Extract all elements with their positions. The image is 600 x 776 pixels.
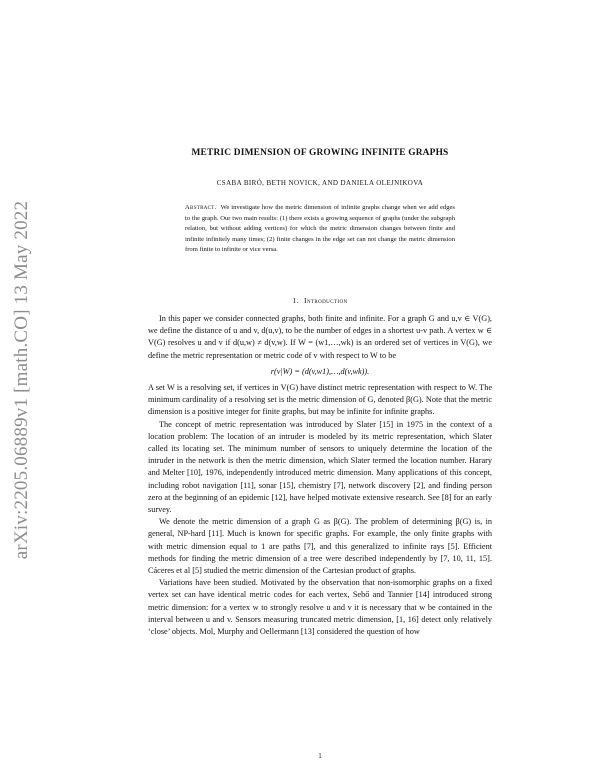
display-equation: r(v|W) = (d(v,w1),…,d(v,wk)).: [270, 366, 370, 376]
paragraph-1: In this paper we consider connected graphs, both finite and infinite. For a graph G and u,v ∈ V(G), we define the distance of u and v, d(u,v), to be the number of edges in a shortest u-v path. A vertex w ∈ V(G) resolves u and v if d(u,w) ≠ d(v,w). If W = (w1,…,wk) is an ordered set of vertices in V(G), we define the metric representation or metric code of v with respect to W to be: [148, 314, 492, 360]
section-title: Introduction: [304, 296, 348, 305]
paragraph-5: Variations have been studied. Motivated by the observation that non-isomorphic graphs on a fixed vertex set can have identical metric codes for each vertex, Sebő and Tannier [14] introduced strong metric dimension: for a vertex w to strongly resolve u and v it is necessary that w be contained in the interval between u and v. Sensors measuring truncated metric dimension, [1, 16] detect only relatively ‘close’ objects. Mol, Murphy and Oellermann [13] considered the question of how: [148, 578, 492, 637]
abstract-block: [185, 203, 455, 256]
section-heading: [148, 296, 492, 305]
paper-authors: CSABA BIRÓ, BETH NOVICK, AND DANIELA OLEJNIKOVA: [216, 179, 424, 187]
abstract-label: Abstract.: [185, 204, 217, 211]
section-number: 1.: [292, 296, 300, 305]
abstract-text: We investigate how the metric dimension of infinite graphs change when we add edges to the graph. Our two main results: (1) there exists a growing sequence of graphs (under the subgraph relation, but without adding vertices) for which the metric dimension changes between finite and infinite infinitely many times; (2) finite changes in the edge set can not change the metric dimension from finite to infinite or vice versa.: [185, 204, 455, 253]
arxiv-identifier-text: arXiv:2205.06889v1 [math.CO] 13 May 2022: [11, 200, 32, 560]
body-text: [148, 313, 492, 638]
paragraph-2: A set W is a resolving set, if vertices in V(G) have distinct metric representation with respect to W. The minimum cardinality of a resolving set is the metric dimension of G, denoted β(G). Note that the metric dimension is a positive integer for finite graphs, but may be infinite for infinite graphs.: [148, 383, 492, 417]
paragraph-3: The concept of metric representation was introduced by Slater [15] in 1975 in the context of a location problem: The location of an intruder is modeled by its metric representation, which Slater called its locating set. The minimum number of sensors to uniquely determine the location of the intruder in the network is then the metric dimension, which Slater termed the location number. Harary and Melter [10], 1976, independently introduced metric dimension. Many applications of this concept, including robot navigation [11], sonar [15], chemistry [7], network discovery [2], and finding person zero at the beginning of an epidemic [12], have helped motivate extensive research. See [8] for an early survey.: [148, 419, 492, 515]
paper-title: METRIC DIMENSION OF GROWING INFINITE GRAPHS: [191, 148, 449, 158]
page-number: 1: [318, 752, 322, 760]
arxiv-identifier-stamp: [2, 165, 42, 595]
paragraph-4: We denote the metric dimension of a graph G as β(G). The problem of determining β(G) is, in general, NP-hard [11]. Much is known for specific graphs. For example, the only finite graphs with with metric dimension equal to 1 are paths [7], and this generalized to infinite rays [5]. Efficient methods for finding the metric dimension of a tree were described independently by [7, 10, 11, 15]. Cáceres et al [5] studied the metric dimension of the Cartesian product of graphs.: [148, 517, 492, 576]
